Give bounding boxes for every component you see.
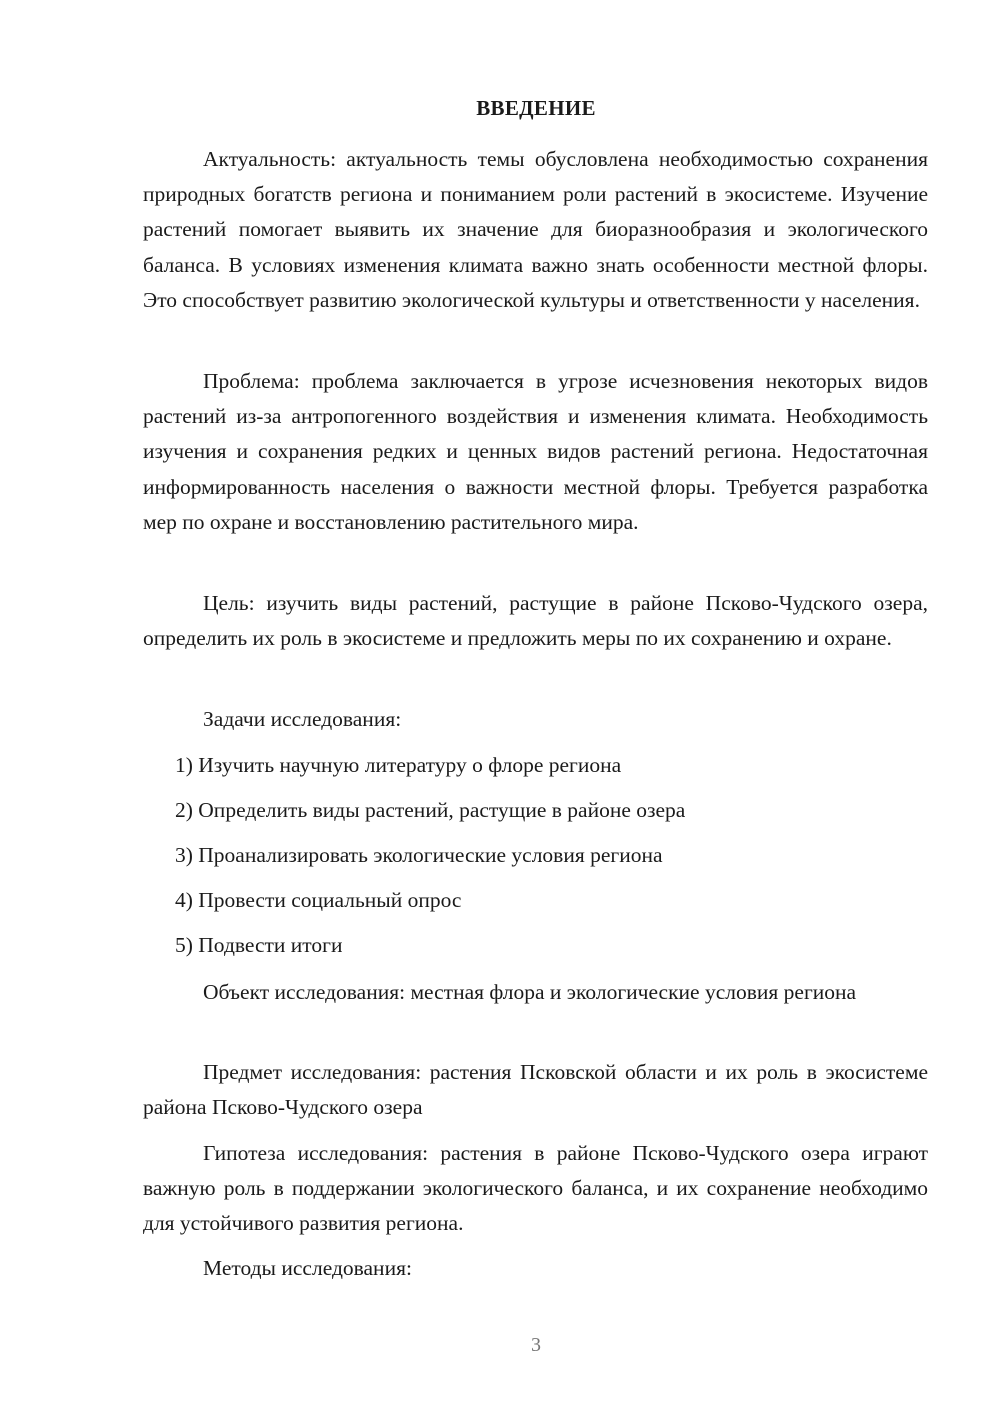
- paragraph-problem: Проблема: проблема заключается в угрозе исчезновения некоторых видов растений из-за антропогенного воздействия и изменения климата. Необходимость изучения и сохранения редких и ценных видов растений региона. Недостаточная информированность населения о важности местной флоры. Требуется разработка мер по охране и восстановлению растительного мира.: [143, 369, 928, 534]
- page-number: 3: [531, 1334, 541, 1356]
- task-item-5: 5) Подвести итоги: [175, 933, 343, 957]
- paragraph-object: Объект исследования: местная флора и экологические условия региона: [203, 980, 857, 1004]
- task-item-2: 2) Определить виды растений, растущие в районе озера: [175, 798, 686, 822]
- paragraph-subject: Предмет исследования: растения Псковской области и их роль в экосистеме района Псково-Чудского озера: [143, 1060, 928, 1120]
- section-heading: ВВЕДЕНИЕ: [476, 96, 596, 120]
- methods-heading: Методы исследования:: [203, 1256, 412, 1280]
- tasks-heading: Задачи исследования:: [203, 707, 402, 731]
- task-item-4: 4) Провести социальный опрос: [175, 888, 462, 912]
- paragraph-goal: Цель: изучить виды растений, растущие в районе Псково-Чудского озера, определить их роль в экосистеме и предложить меры по их сохранению и охране.: [143, 591, 928, 651]
- task-item-1: 1) Изучить научную литературу о флоре региона: [175, 753, 622, 777]
- paragraph-hypothesis: Гипотеза исследования: растения в районе Псково-Чудского озера играют важную роль в поддержании экологического баланса, и их сохранение необходимо для устойчивого развития региона.: [143, 1141, 928, 1236]
- paragraph-relevance: Актуальность: актуальность темы обусловлена необходимостью сохранения природных богатств региона и пониманием роли растений в экосистеме. Изучение растений помогает выявить их значение для биоразнообразия и экологического баланса. В условиях изменения климата важно знать особенности местной флоры. Это способствует развитию экологической культуры и ответственности у населения.: [143, 147, 928, 312]
- task-item-3: 3) Проанализировать экологические условия региона: [175, 843, 663, 867]
